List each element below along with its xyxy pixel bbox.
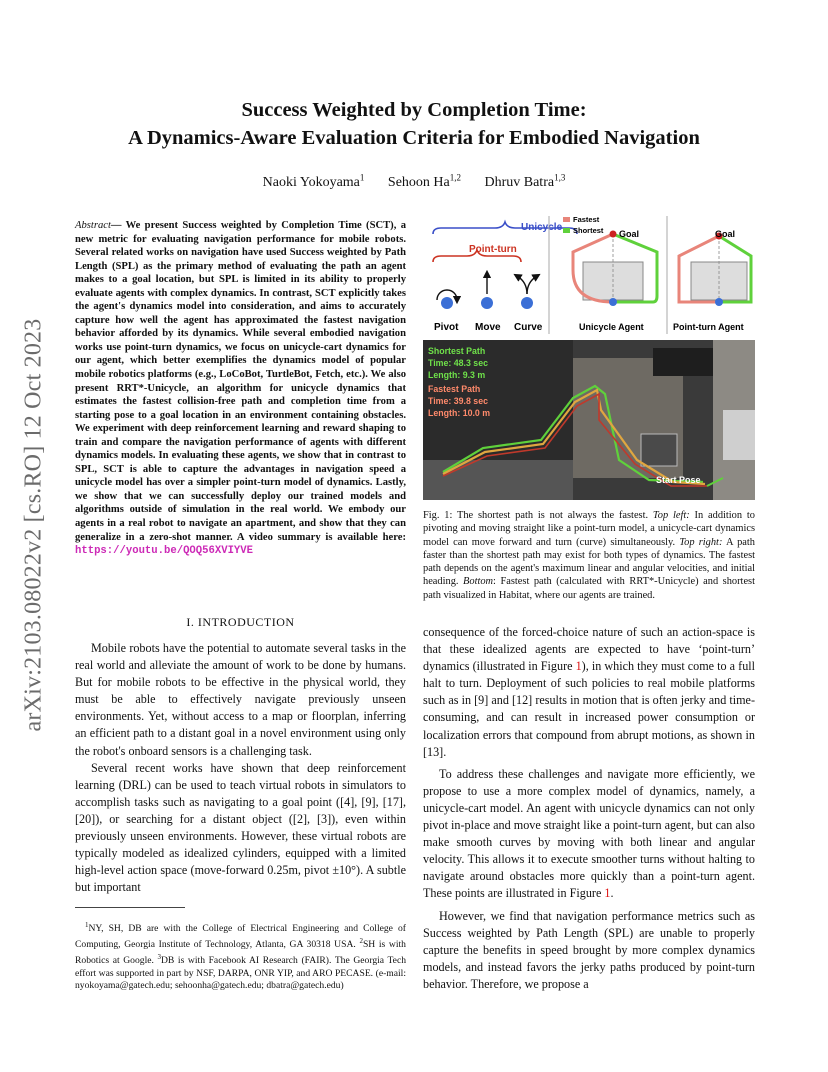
point-turn-agent-label: Point-turn Agent (673, 322, 744, 332)
paper-title-line1: Success Weighted by Completion Time: (241, 99, 587, 121)
paragraph: However, we find that navigation performance metrics such as Success weighted by Path Length (SPL) are unable to properly capture the benefits in speed brought by more complex dynamics models, and instead favors the jerky paths produced by point-turn behavior. Therefore, we propose a (423, 908, 755, 991)
right-column-body (423, 624, 755, 993)
figure-caption: Fig. 1: The shortest path is not always the fastest. Top left: In addition to pivoting and moving straight like a point-turn model, a unicycle-cart dynamics model can move forward and turn (curve) simultaneously. Top right: A path faster than the shortest path may exist for both types of dynamics. The fastest path depends on the agent's maximum linear and angular velocities, and initial heading. Bottom: Fastest path (calculated with RRT*-Unicycle) and shortest path visualized in Habitat, where our agents are trained. (423, 510, 756, 601)
goal-label-2: Goal (715, 229, 736, 239)
scene-chair (641, 434, 677, 466)
paragraph: Several recent works have shown that deep reinforcement learning (DRL) can be used to teach virtual robots in simulators to accomplish tasks such as navigating to a goal point ([4], [9], [17], [20]), or searching for a distant object ([2], [3]), even within previously unseen environments. However, these virtual robots are typically modeled as idealized cylinders, equipped with a limited high-level action space (move-forward 0.25m, pivot ±10°). A subtle but important (75, 760, 406, 895)
robot-icon (609, 298, 617, 306)
pivot-label: Pivot (434, 322, 459, 333)
legend-fastest-swatch (563, 217, 570, 222)
section-heading: I. INTRODUCTION (186, 615, 295, 629)
paragraph: To address these challenges and navigate more efficiently, we propose to use a more complex model of dynamics, namely, a unicycle-cart model. An agent with unicycle dynamics can not only pivot in-place and move straight like a point-turn agent, but can also make smooth curves by moving with both linear and angular velocity. This allows it to execute smoother turns without halting to navigate around obstacles more quickly than a point-turn agent. These points are illustrated in Figure 1. (423, 766, 755, 901)
shortest-path-label: Shortest Path (428, 346, 486, 356)
author-3: Dhruv Batra$^{1,3}$ (484, 172, 566, 190)
video-link[interactable]: https://youtu.be/QOQ56XVIYVE (75, 545, 254, 558)
scene-bed (423, 460, 573, 500)
author-list (0, 172, 828, 191)
unicycle-label: Unicycle (521, 222, 563, 233)
robot-icon (441, 297, 453, 309)
arxiv-identifier: arXiv:2103.08022v2 [cs.RO] 12 Oct 2023 (20, 318, 47, 732)
robot-icon (481, 297, 493, 309)
start-pose-label: Start Pose (656, 475, 701, 485)
footnote: $^1$NY, SH, DB are with the College of Electrical Engineering and College of Computing, Georgia Institute of Technology, Atlanta, GA 30318 USA. $^2$SH is with Robotics at Google. $^3$DB is with Facebook AI Research (FAIR). The Georgia Tech effort was supported in part by NSF, DARPA, ONR YIP, and ARO PECASE. (e-mail: nyokoyama@gatech.edu; sehoonha@gatech.edu; dbatra@gatech.edu) (75, 921, 406, 991)
fastest-time: Time: 39.8 sec (428, 396, 488, 406)
paper-title-line2: A Dynamics-Aware Evaluation Criteria for Embodied Navigation (128, 127, 700, 149)
figure-1 (423, 210, 755, 500)
footnote-rule (75, 907, 185, 908)
figure-reference[interactable]: 1 (604, 886, 611, 901)
left-column-body (75, 640, 406, 896)
legend-shortest: Shortest (573, 226, 604, 235)
robot-icon (715, 298, 723, 306)
move-label: Move (475, 322, 501, 333)
figure-reference[interactable]: 1 (575, 659, 582, 674)
author-2: Sehoon Ha$^{1,2}$ (387, 172, 461, 190)
unicycle-agent-label: Unicycle Agent (579, 322, 644, 332)
legend-fastest: Fastest (573, 215, 600, 224)
paragraph: consequence of the forced-choice nature of such an action-space is that these idealized agents are expected to have ‘point-turn’ dynamics (illustrated in Figure 1), in which they must come to a full halt to turn. Deployment of such policies to real mobile platforms such as in [9] and [12] results in motion that is often jerky and time-consuming, and can result in increased power consumption or localization errors that compound from abrupt motions, as shown in [13]. (423, 625, 756, 759)
fastest-length: Length: 10.0 m (428, 408, 491, 418)
figure-1-graphic (423, 210, 755, 500)
goal-label: Goal (619, 229, 640, 239)
abstract-text: — We present Success weighted by Completion Time (SCT), a new metric for evaluating navigation performance for mobile robots. Several related works on navigation have used Success weighted by Path Length (SPL) as the primary method of evaluating the path an agent makes to a goal location, but SPL is limited in its ability to properly evaluate agents with complex dynamics. In contrast, SCT explicitly takes the agent's dynamics model into consideration, and aims to accurately capture how well the agent has approximated the fastest navigation behavior afforded by its dynamics. While several embodied navigation works use point-turn dynamics, we focus on unicycle-cart dynamics for our agent, which better exemplifies the dynamics model of popular mobile robotics platforms (e.g., LoCoBot, TurtleBot, Fetch, etc.). We also present RRT*-Unicycle, an algorithm for unicycle dynamics that estimates the fastest collision-free path and completion time from a starting pose to a goal location in an environment containing obstacles. We experiment with deep reinforcement learning and reward shaping to train and compare the navigation performance of agents with different dynamics models. In evaluating these agents, we show that in contrast to SPL, SCT is able to capture the advantages in navigation speed a unicycle model has over a simpler point-turn model of dynamics. Lastly, we show that we can successfully deploy our trained models and algorithms outside of simulation in the real world. We embody our agents in a real robot to navigate an apartment, and show that they can generalize in a zero-shot manner. A video summary is available here: (75, 220, 406, 543)
curve-label: Curve (514, 322, 543, 333)
legend-shortest-swatch (563, 228, 570, 233)
scene-figure (723, 410, 755, 460)
robot-icon (521, 297, 533, 309)
curve-right-arrow-icon (527, 276, 537, 294)
point-turn-label: Point-turn (469, 244, 517, 255)
shortest-time: Time: 48.3 sec (428, 358, 488, 368)
paragraph: Mobile robots have the potential to automate several tasks in the real world and alleviate the amount of work to be done by humans. But for mobile robots to be effective in the physical world, they must be able to effectively navigate previously unseen environments. Yet, without access to a map or floorplan, inferring an efficient path to a distant goal in a novel environment using only the robot's onboard sensors is a challenging task. (75, 641, 406, 758)
shortest-length: Length: 9.3 m (428, 370, 486, 380)
scene-shelf (653, 348, 713, 376)
author-1: Naoki Yokoyama$^1$ (262, 172, 365, 190)
goal-marker-icon (610, 231, 617, 238)
abstract-label: Abstract (75, 220, 111, 231)
fastest-path-label: Fastest Path (428, 384, 481, 394)
curve-left-arrow-icon (517, 276, 527, 294)
abstract (75, 219, 406, 559)
